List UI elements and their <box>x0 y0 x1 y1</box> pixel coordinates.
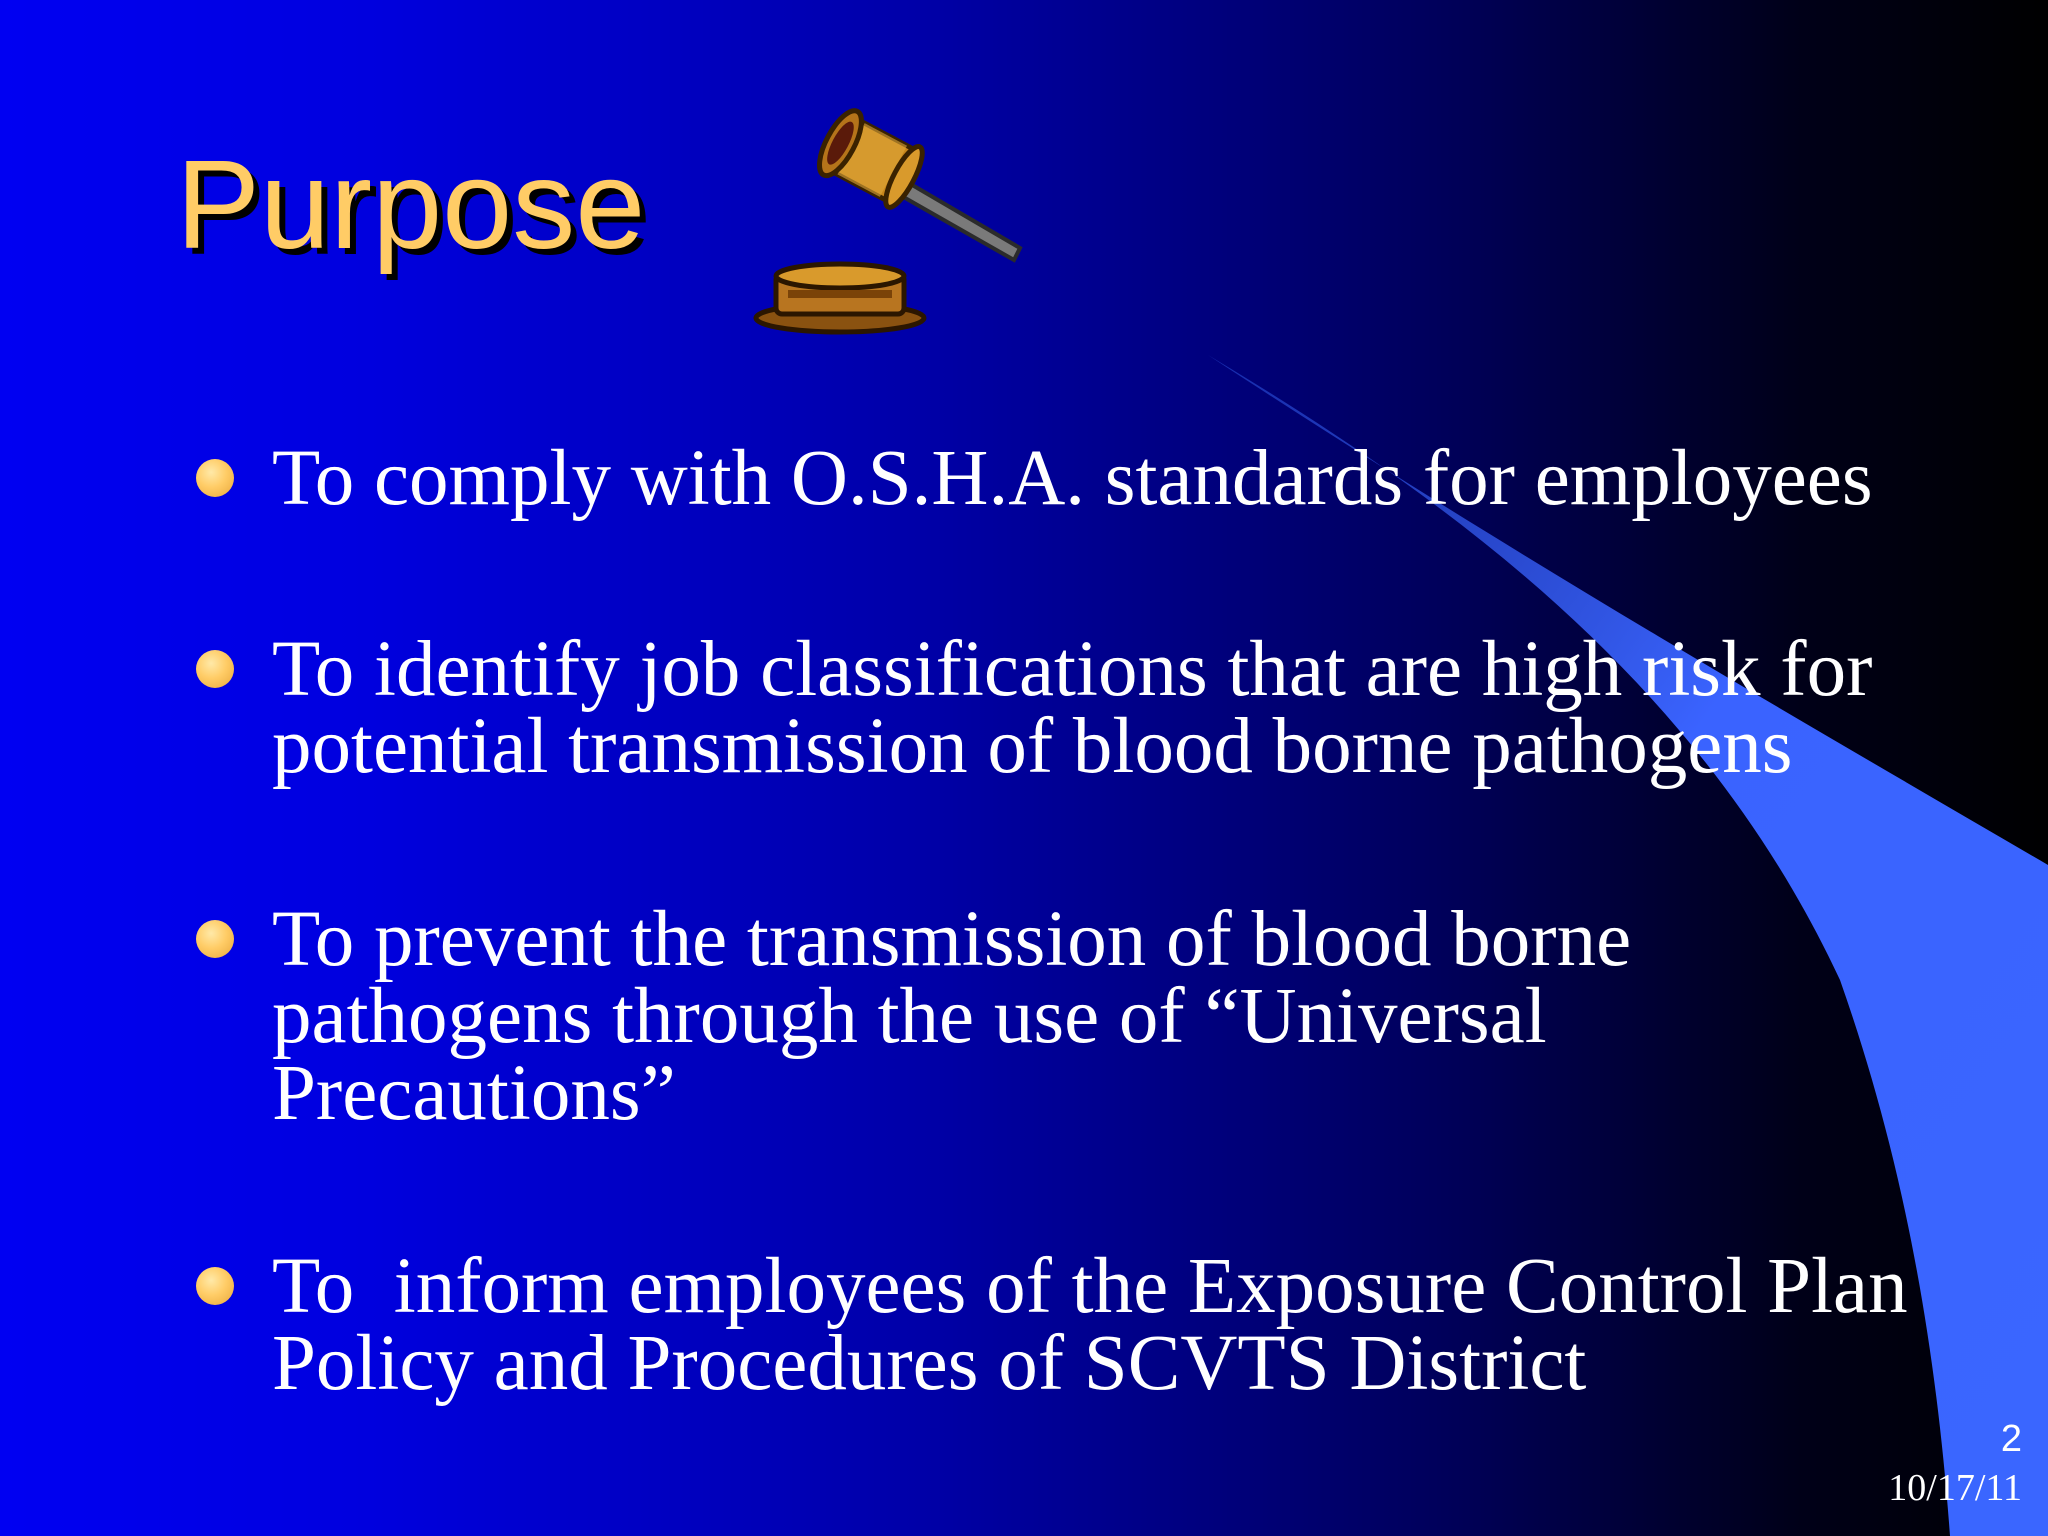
bullet-text: To inform employees of the Exposure Control Plan Policy and Procedures of SCVTS District <box>272 1243 1928 1407</box>
bullet-text: To comply with O.S.H.A. standards for employees <box>272 435 1873 522</box>
bullet-dot-icon <box>196 1267 234 1305</box>
bullet-text: To identify job classifications that are high risk for potential transmission of blood borne pathogens <box>272 626 1893 790</box>
bullet-item <box>196 896 1956 1137</box>
bullet-item <box>196 1243 1956 1407</box>
slide-date: 10/17/11 <box>1888 1467 2022 1509</box>
bullet-item <box>196 626 1956 790</box>
slide-title: Purpose <box>176 134 646 275</box>
bullet-dot-icon <box>196 920 234 958</box>
bullet-list <box>196 435 1956 1518</box>
bullet-dot-icon <box>196 650 234 688</box>
bullet-dot-icon <box>196 459 234 497</box>
page-number: 2 <box>2000 1418 2022 1460</box>
bullet-text: To prevent the transmission of blood borne pathogens through the use of “Universal Precautions” <box>272 896 1651 1137</box>
gavel-icon <box>740 100 1040 340</box>
bullet-item <box>196 435 1956 522</box>
